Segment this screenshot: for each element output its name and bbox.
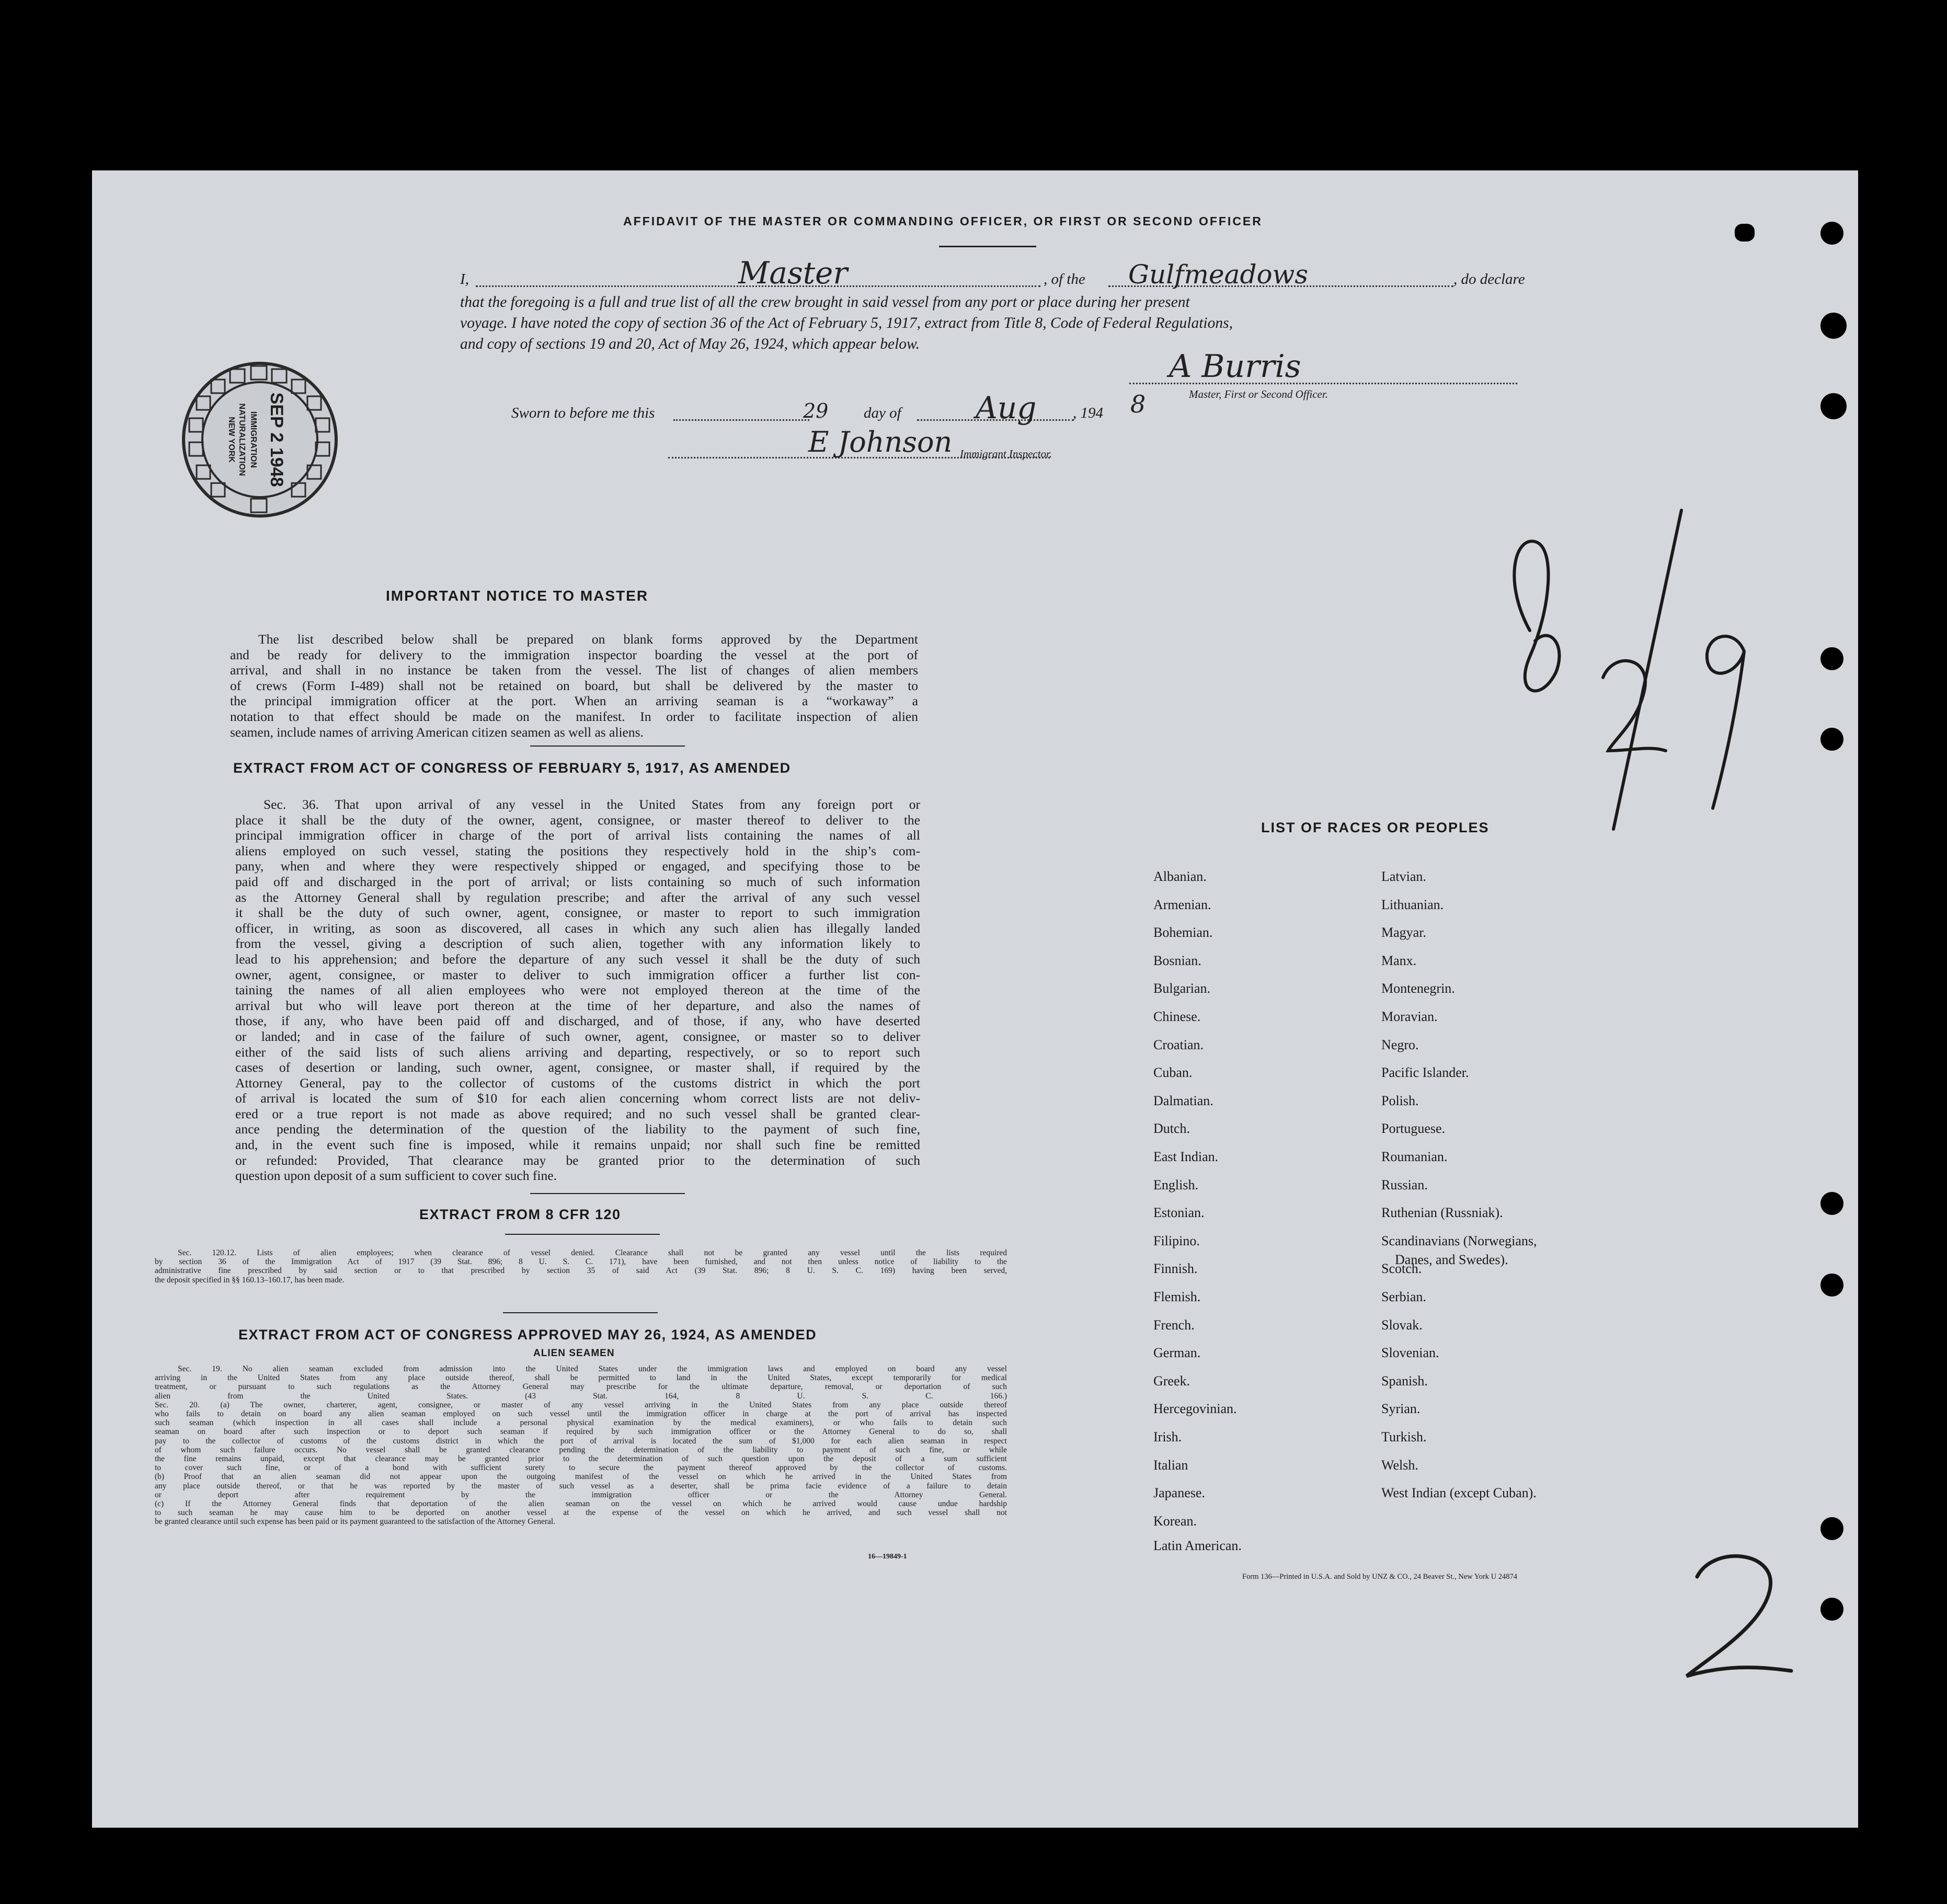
text-line: by section 36 of the Immigration Act of 1917 (39 Stat. 896; 8 U. S. C. 171), have been furnished, and not then unless notice of liability to the <box>155 1257 1007 1267</box>
immigration-date-stamp <box>179 359 341 521</box>
race-item: Scandinavians (Norwegians, <box>1381 1233 1537 1248</box>
text-line: the deposit specified in §§ 160.13–160.17, has been made. <box>155 1275 345 1284</box>
race-item: Hercegovinian. <box>1153 1401 1237 1417</box>
text-line: and be ready for delivery to the immigration inspector boarding the vessel at the port of <box>230 647 918 662</box>
extract-1917-body <box>235 797 920 1184</box>
of-the-label: , of the <box>1044 271 1085 288</box>
section-rule <box>503 1312 658 1313</box>
race-item: Serbian. <box>1381 1289 1426 1304</box>
svg-text:NEW YORK: NEW YORK <box>227 417 236 463</box>
text-line: Sec. 20. (a) The owner, charterer, agent, consignee, or master of any vessel arriving in the United States from any place outside thereof <box>155 1400 1007 1409</box>
race-item: Finnish. <box>1153 1261 1198 1277</box>
text-line: Sec. 36. That upon arrival of any vessel in the United States from any foreign port or <box>264 797 920 812</box>
race-item: Irish. <box>1153 1429 1182 1444</box>
race-item: Welsh. <box>1381 1457 1418 1473</box>
extract-cfr-title: EXTRACT FROM 8 CFR 120 <box>419 1207 621 1222</box>
race-item: English. <box>1153 1177 1198 1192</box>
text-line: be granted clearance until such expense has been paid or its payment guaranteed to the satisfaction of the Attorney General. <box>155 1517 556 1527</box>
text-line: such seaman (which inspection in all cases shall include a personal physical examination by the medical examiners), or who fails to detain such <box>155 1418 1007 1428</box>
race-item: Russian. <box>1381 1177 1428 1192</box>
race-item: Moravian. <box>1381 1009 1438 1024</box>
punch-hole <box>1820 393 1847 419</box>
text-line: seamen, include names of arriving American citizen seamen as well as aliens. <box>230 724 644 740</box>
race-item: Estonian. <box>1153 1205 1205 1221</box>
signature-caption: Master, First or Second Officer. <box>1189 388 1328 400</box>
text-line: those, if any, who have been paid off and discharged, and of those, if any, who have deserted <box>235 1013 920 1029</box>
race-item: Ruthenian (Russniak). <box>1381 1205 1503 1221</box>
race-item: Filipino. <box>1153 1233 1200 1248</box>
extract-1917-title: EXTRACT FROM ACT OF CONGRESS OF FEBRUARY 5, 1917, AS AMENDED <box>233 760 791 776</box>
race-item: Bohemian. <box>1153 925 1213 940</box>
affidavit-title: AFFIDAVIT OF THE MASTER OR COMMANDING OFFICER, OR FIRST OR SECOND OFFICER <box>623 214 1263 228</box>
race-item: Lithuanian. <box>1381 897 1444 912</box>
punch-hole <box>1820 728 1843 751</box>
form-code: 16—19849-1 <box>868 1553 907 1561</box>
races-title: LIST OF RACES OR PEOPLES <box>1261 820 1490 835</box>
extract-1924-body <box>155 1364 1007 1527</box>
extract-1924-subtitle: ALIEN SEAMEN <box>533 1348 615 1359</box>
day-of-label: day of <box>864 405 901 421</box>
affidavit-body-line: that the foregoing is a full and true list of all the crew brought in said vessel from any port or place during her present <box>460 294 1190 311</box>
race-item: Flemish. <box>1153 1289 1201 1304</box>
text-line: ance pending the determination of the question of the liability to the payment of such fine, <box>235 1121 920 1137</box>
race-item: Slovenian. <box>1381 1345 1439 1361</box>
year-prefix: , 194 <box>1073 405 1103 421</box>
text-line: Sec. 120.12. Lists of alien employees; when clearance of vessel denied. Clearance shall not be granted any vessel until the lists required <box>178 1248 1007 1257</box>
text-line: officer, in writing, as soon as discovered, all cases in which any such alien has illegally landed <box>235 920 920 936</box>
race-item: Portuguese. <box>1381 1121 1446 1137</box>
text-line: from the vessel, giving a description of such alien, together with any information likely to <box>235 936 920 951</box>
race-item: Danes, and Swedes). <box>1395 1252 1508 1267</box>
race-item: Scotch. <box>1381 1261 1422 1277</box>
race-item: Croatian. <box>1153 1037 1204 1052</box>
text-line: who fails to detain on board any alien seaman employed on such vessel until the immigration officer in charge at the port of arrival has inspected <box>155 1409 1007 1419</box>
race-item: Latvian. <box>1381 869 1426 884</box>
race-item: Albanian. <box>1153 869 1207 884</box>
race-item: Chinese. <box>1153 1009 1201 1024</box>
race-item: Polish. <box>1381 1093 1419 1108</box>
sworn-label: Sworn to before me this <box>511 405 655 421</box>
day-line <box>673 419 809 421</box>
race-item: Negro. <box>1381 1037 1419 1052</box>
text-line: arriving in the United States from any place outside thereof, shall be permitted to land in the United States, except temporarily for medical <box>155 1373 1007 1383</box>
text-line: of whom such failure occurs. No vessel shall be granted clearance pending the determination of the liability to payment of such fine, or while <box>155 1445 1007 1454</box>
race-item: Manx. <box>1381 953 1417 968</box>
notice-title: IMPORTANT NOTICE TO MASTER <box>386 588 649 604</box>
text-line: of crews (Form I-489) shall not be retained on board, but shall be delivered by the master to <box>230 678 918 693</box>
section-rule <box>530 745 685 747</box>
text-line: any place outside thereof, or that he was reported by the master of such vessel as a deserter, shall be prima facie evidence of a failure to detain <box>155 1481 1007 1490</box>
punch-hole <box>1820 313 1847 339</box>
punch-hole <box>1820 1192 1843 1215</box>
race-item: West Indian (except Cuban). <box>1381 1485 1537 1501</box>
text-line: treatment, or pursuant to such regulations as the Attorney General may prescribe for the ultimate departure, removal, or deportation of such <box>155 1382 1007 1392</box>
race-item: French. <box>1153 1317 1195 1333</box>
text-line: the principal immigration officer at the port. When an arriving seaman is a “workaway” a <box>230 693 918 709</box>
text-line: as the Attorney General shall by regulation prescribe; and after the arrival of any such vessel <box>235 889 920 905</box>
handwritten-page-number <box>1671 1540 1796 1687</box>
officer-signature: A Burris <box>1169 348 1301 385</box>
text-line: alien from the United States. (43 Stat. 164, 8 U. S. C. 166.) <box>155 1391 1007 1401</box>
affidavit-body-line: and copy of sections 19 and 20, Act of May 26, 1924, which appear below. <box>460 336 920 352</box>
text-line: question upon deposit of a sum sufficient to cover such fine. <box>235 1168 557 1184</box>
text-line: it shall be the duty of such owner, agent, consignee, or master to report to such immigration <box>235 905 920 921</box>
extract-1924-title: EXTRACT FROM ACT OF CONGRESS APPROVED MAY 26, 1924, AS AMENDED <box>238 1327 817 1343</box>
document-page <box>92 170 1858 1828</box>
text-line: cases of desertion or landing, such owner, agent, consignee, or master shall, if required by the <box>235 1060 920 1075</box>
text-line: to such seaman he may cause him to be deported on another vessel at the expense of the vessel on which he arrived, and such vessel shall not <box>155 1508 1007 1518</box>
svg-text:NATURALIZATION: NATURALIZATION <box>237 403 246 476</box>
race-item: Spanish. <box>1381 1373 1428 1389</box>
race-item: East Indian. <box>1153 1149 1219 1164</box>
text-line: The list described below shall be prepared on blank forms approved by the Department <box>258 632 918 647</box>
punch-hole <box>1820 222 1843 245</box>
race-item: Dutch. <box>1153 1121 1190 1137</box>
master-name-handwritten: Master <box>738 255 848 291</box>
text-line: taining the names of all alien employees who were not employed thereon at the time of the <box>235 982 920 998</box>
text-line: pay to the collector of customs of the customs district in which the port of arrival is located the sum of $1,000 for each alien seaman in respect <box>155 1436 1007 1446</box>
form-printer-footer: Form 136—Printed in U.S.A. and Sold by UNZ & CO., 24 Beaver St., New York U 24874 <box>1242 1573 1518 1581</box>
text-line: (c) If the Attorney General finds that deportation of the alien seaman on the vessel on which he arrived would cause undue hardship <box>155 1499 1007 1509</box>
punch-hole <box>1820 1598 1843 1621</box>
race-item: Armenian. <box>1153 897 1211 912</box>
text-line: principal immigration officer in charge of the port of arrival lists containing the names of all <box>235 828 920 843</box>
extract-cfr-body <box>155 1248 1007 1284</box>
svg-text:IMMIGRATION: IMMIGRATION <box>249 411 258 468</box>
text-line: either of the said lists of such aliens arriving and departing, respectively, or so to report such <box>235 1044 920 1060</box>
title-rule <box>939 246 1036 247</box>
punch-hole <box>1820 1274 1843 1297</box>
text-line: lead to his apprehension; and before the departure of any such vessel it shall be the duty of such <box>235 951 920 967</box>
text-line: arrival, and shall in no instance be taken from the vessel. The list of changes of alien members <box>230 662 918 678</box>
notice-body <box>230 632 918 740</box>
race-item: Slovak. <box>1381 1317 1423 1333</box>
race-item: Latin American. <box>1153 1538 1242 1554</box>
year-handwritten: 8 <box>1130 390 1146 418</box>
race-item: Syrian. <box>1381 1401 1421 1417</box>
text-line: (b) Proof that an alien seaman did not appear upon the outgoing manifest of the vessel on which he arrived in the United States from <box>155 1472 1007 1482</box>
month-handwritten: Aug <box>976 390 1037 426</box>
race-item: Japanese. <box>1153 1485 1205 1501</box>
text-line: or refunded: Provided, That clearance may be granted prior to the determination of such <box>235 1152 920 1168</box>
text-line: arrival but who will leave port thereon at the time of her departure, and also the names of <box>235 997 920 1013</box>
race-item: Greek. <box>1153 1373 1190 1389</box>
day-handwritten: 29 <box>803 399 829 422</box>
race-item: Pacific Islander. <box>1381 1065 1469 1081</box>
race-item: Bosnian. <box>1153 953 1201 968</box>
text-line: Sec. 19. No alien seaman excluded from admission into the United States under the immigration laws and employed on board any vessel <box>178 1364 1007 1373</box>
signature-line <box>1129 383 1517 384</box>
inspector-label: Immigrant Inspector. <box>960 448 1052 460</box>
race-item: Dalmatian. <box>1153 1093 1213 1108</box>
punch-hole <box>1820 1517 1843 1540</box>
text-line: Attorney General, pay to the collector of customs of the customs district in which the port <box>235 1075 920 1091</box>
affidavit-body-line: voyage. I have noted the copy of section 36 of the Act of February 5, 1917, extract from Title 8, Code of Federal Regulations, <box>460 315 1233 331</box>
text-line: pany, when and where they were respectively shipped or engaged, and specifying those to be <box>235 858 920 874</box>
section-rule <box>505 1234 660 1235</box>
punch-hole <box>1735 224 1755 242</box>
text-line: owner, agent, consignee, or master to deliver to such immigration officer a further list con- <box>235 967 920 982</box>
race-item: Italian <box>1153 1457 1188 1473</box>
affidavit-i-label: I, <box>460 271 469 288</box>
punch-hole <box>1820 647 1843 670</box>
text-line: or landed; and in case of the failure of such owner, agent, consignee, or master so to deliver <box>235 1028 920 1044</box>
handwritten-date-mark <box>1493 505 1765 840</box>
text-line: place it shall be the duty of the owner, agent, consignee, or master thereof to deliver to the <box>235 812 920 828</box>
text-line: the fine remains unpaid, except that clearance may be granted prior to the determination of such question upon the deposit of a sum sufficient <box>155 1454 1007 1464</box>
svg-text:SEP 2 1948: SEP 2 1948 <box>267 392 287 487</box>
race-item: Magyar. <box>1381 925 1426 940</box>
vessel-name-handwritten: Gulfmeadows <box>1128 259 1309 290</box>
race-item: Roumanian. <box>1381 1149 1448 1164</box>
do-declare-label: , do declare <box>1453 271 1525 288</box>
text-line: or deport after requirement by the immigration officer or the Attorney General. <box>155 1490 1007 1499</box>
race-item: Cuban. <box>1153 1065 1193 1081</box>
text-line: aliens employed on such vessel, stating the positions they respectively hold in the ship’s com- <box>235 843 920 858</box>
text-line: to cover such fine, or of a bond with sufficient surety to secure the payment thereof approved by the collector of customs. <box>155 1463 1007 1473</box>
text-line: and, in the event such fine is imposed, while it remains unpaid; nor shall such fine be remitted <box>235 1137 920 1153</box>
text-line: administrative fine prescribed by said section or to that prescribed by section 35 of said Act (39 Stat. 896; 8 U. S. C. 169) having been served, <box>155 1266 1007 1276</box>
race-item: Bulgarian. <box>1153 981 1211 996</box>
race-item: Korean. <box>1153 1513 1197 1529</box>
race-item: German. <box>1153 1345 1201 1361</box>
text-line: ered or a true report is not made as above required; and no such vessel shall be granted clear- <box>235 1106 920 1121</box>
race-item: Turkish. <box>1381 1429 1427 1444</box>
text-line: seaman on board after such inspection or to deport such seaman if required by such immigration officer or the Attorney General to do so, shall <box>155 1427 1007 1437</box>
text-line: notation to that effect should be made on the manifest. In order to facilitate inspection of alien <box>230 708 918 724</box>
section-rule <box>530 1193 685 1194</box>
inspector-signature: E Johnson <box>808 426 953 458</box>
text-line: of arrival is located the sum of $10 for each alien concerning whom correct lists are not deliv- <box>235 1091 920 1106</box>
race-item: Montenegrin. <box>1381 981 1455 996</box>
text-line: paid off and discharged in the port of arrival; or lists containing so much of such information <box>235 874 920 889</box>
